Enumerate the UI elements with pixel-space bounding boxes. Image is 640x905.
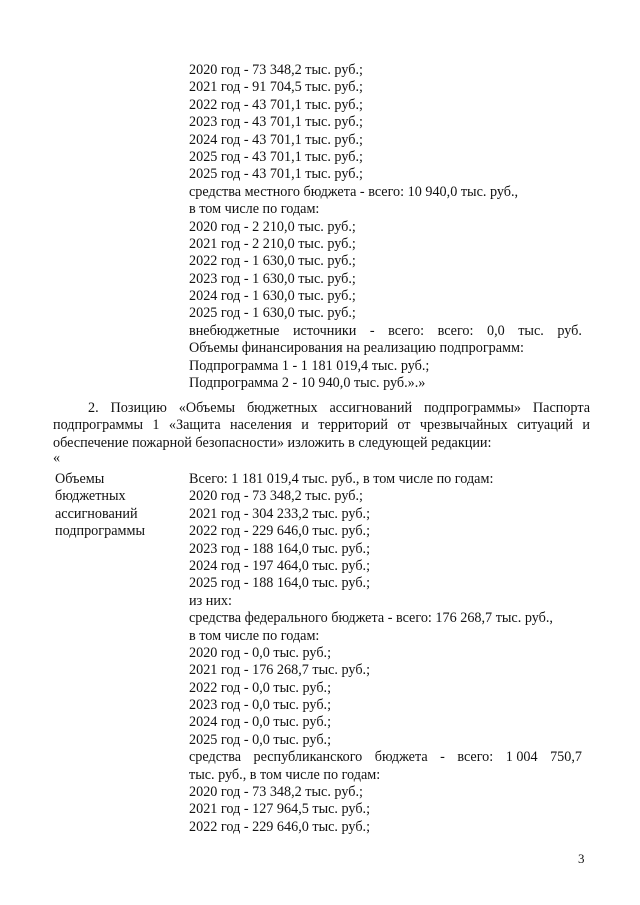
word: средства: [189, 749, 242, 766]
year-line: 2021 год - 91 704,5 тыс. руб.;: [189, 79, 363, 96]
local-year-line: 2020 год - 2 210,0 тыс. руб.;: [189, 218, 356, 235]
word: источники: [292, 322, 357, 339]
financing-title: Объемы финансирования на реализацию подпрограмм:: [189, 340, 524, 357]
federal-budget-total: средства федерального бюджета - всего: 176 268,7 тыс. руб.,: [189, 610, 553, 627]
republic-year-line: 2020 год - 73 348,2 тыс. руб.;: [189, 784, 363, 801]
word: 750,7: [550, 749, 582, 766]
word: -: [440, 749, 445, 766]
total-line: Всего: 1 181 019,4 тыс. руб., в том числе по годам:: [189, 471, 494, 487]
subprogram-1-line: Подпрограмма 1 - 1 181 019,4 тыс. руб.;: [189, 357, 430, 374]
local-year-line: 2024 год - 1 630,0 тыс. руб.;: [189, 288, 356, 305]
total-year-line: 2021 год - 304 233,2 тыс. руб.;: [189, 505, 371, 522]
year-line: 2025 год - 43 701,1 тыс. руб.;: [189, 166, 363, 183]
local-year-line: 2022 год - 1 630,0 тыс. руб.;: [189, 253, 356, 270]
word: республиканского: [253, 749, 363, 766]
page-number: 3: [578, 851, 585, 866]
federal-year-line: 2025 год - 0,0 тыс. руб.;: [189, 731, 332, 748]
of-them-label: из них:: [189, 592, 232, 609]
word: руб.: [557, 322, 582, 339]
total-year-line: 2023 год - 188 164,0 тыс. руб.;: [189, 540, 371, 557]
total-year-line: 2024 год - 197 464,0 тыс. руб.;: [189, 557, 371, 574]
opening-quote: «: [53, 450, 61, 466]
word: тыс.: [518, 322, 544, 339]
total-year-line: 2022 год - 229 646,0 тыс. руб.;: [189, 523, 371, 540]
word: 0,0: [486, 322, 505, 339]
federal-year-line: 2023 год - 0,0 тыс. руб.;: [189, 697, 332, 714]
word: 1 004: [505, 749, 538, 766]
year-line: 2024 год - 43 701,1 тыс. руб.;: [189, 131, 363, 148]
funding-block-bottom: [189, 471, 589, 836]
total-year-line: 2020 год - 73 348,2 тыс. руб.;: [189, 488, 363, 505]
year-line: 2022 год - 43 701,1 тыс. руб.;: [189, 96, 363, 113]
federal-year-line: 2020 год - 0,0 тыс. руб.;: [189, 644, 332, 661]
label-line: подпрограммы: [55, 523, 145, 540]
federal-year-line: 2024 год - 0,0 тыс. руб.;: [189, 714, 332, 731]
label-line: бюджетных: [55, 488, 126, 505]
word: всего:: [457, 749, 494, 766]
total-year-line: 2025 год - 188 164,0 тыс. руб.;: [189, 575, 371, 592]
word: всего:: [437, 322, 474, 339]
subprogram-2-line: Подпрограмма 2 - 10 940,0 тыс. руб.».»: [189, 375, 426, 392]
funding-block-top: [189, 62, 589, 392]
in-years-label: в том числе по годам:: [189, 627, 320, 644]
amendment-paragraph: [53, 400, 590, 452]
federal-year-line: 2021 год - 176 268,7 тыс. руб.;: [189, 662, 371, 679]
in-years-label: в том числе по годам:: [189, 201, 320, 218]
paragraph-text: 2. Позицию «Объемы бюджетных ассигнований подпрограммы» Паспорта подпрограммы 1 «Защита населения и территорий от чрезвычайных ситуаций и обеспечение пожарной безопасности» изложить в следующей редакции:: [53, 400, 590, 451]
offbudget-line: [189, 323, 582, 340]
republic-budget-cont: тыс. руб., в том числе по годам:: [189, 766, 381, 783]
local-year-line: 2021 год - 2 210,0 тыс. руб.;: [189, 235, 356, 252]
local-year-line: 2025 год - 1 630,0 тыс. руб.;: [189, 305, 356, 322]
local-year-line: 2023 год - 1 630,0 тыс. руб.;: [189, 270, 356, 287]
republic-budget-line: [189, 749, 582, 766]
federal-year-line: 2022 год - 0,0 тыс. руб.;: [189, 679, 332, 696]
word: всего:: [388, 322, 425, 339]
republic-year-line: 2022 год - 229 646,0 тыс. руб.;: [189, 818, 371, 835]
word: -: [369, 322, 375, 339]
year-line: 2020 год - 73 348,2 тыс. руб.;: [189, 62, 363, 78]
republic-year-line: 2021 год - 127 964,5 тыс. руб.;: [189, 801, 371, 818]
year-line: 2023 год - 43 701,1 тыс. руб.;: [189, 114, 363, 131]
position-label: [55, 471, 175, 541]
label-line: Объемы: [55, 471, 105, 487]
year-line: 2025 год - 43 701,1 тыс. руб.;: [189, 148, 363, 165]
word: бюджета: [374, 749, 428, 766]
label-line: ассигнований: [55, 505, 138, 522]
local-budget-total: средства местного бюджета - всего: 10 940,0 тыс. руб.,: [189, 183, 519, 200]
word: внебюджетные: [189, 322, 280, 339]
